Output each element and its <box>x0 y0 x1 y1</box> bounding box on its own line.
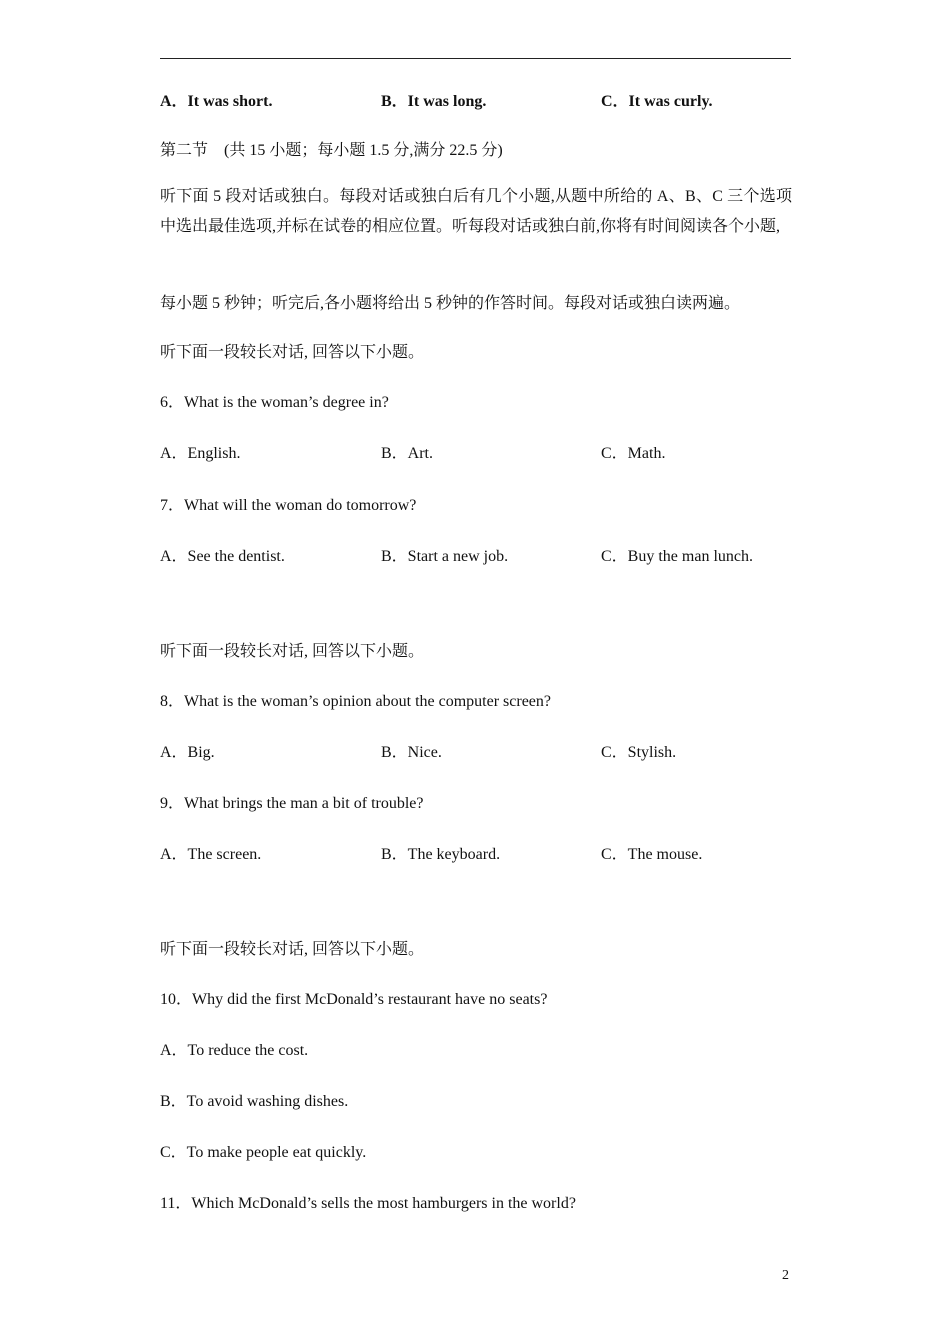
q8-option-b: B．Nice. <box>381 744 442 761</box>
header-rule <box>160 58 791 59</box>
question-9-stem: 9．What brings the man a bit of trouble? <box>160 795 424 812</box>
q8-option-a: A．Big. <box>160 744 215 761</box>
prev-option-a: A．It was short. <box>160 93 273 110</box>
section-instruction-1: 听下面 5 段对话或独白。每段对话或独白后有几个小题,从题中所给的 A、B、C 三个选项中选出最佳选项,并标在试卷的相应位置。听每段对话或独白前,你将有时间阅读各个小题, <box>160 188 792 235</box>
group-3-intro: 听下面一段较长对话, 回答以下小题。 <box>160 941 425 958</box>
q7-option-c: C．Buy the man lunch. <box>601 548 753 565</box>
q10-option-b: B．To avoid washing dishes. <box>160 1093 349 1110</box>
section-instruction-2: 每小题 5 秒钟；听完后,各小题将给出 5 秒钟的作答时间。每段对话或独白读两遍。 <box>160 295 741 312</box>
q10-option-a: A．To reduce the cost. <box>160 1042 309 1059</box>
q7-option-b: B．Start a new job. <box>381 548 509 565</box>
q6-option-b: B．Art. <box>381 445 434 462</box>
question-11-stem: 11．Which McDonald’s sells the most hamburgers in the world? <box>160 1195 576 1212</box>
question-6-stem: 6．What is the woman’s degree in? <box>160 394 389 411</box>
question-7-stem: 7．What will the woman do tomorrow? <box>160 497 417 514</box>
q8-option-c: C．Stylish. <box>601 744 677 761</box>
group-1-intro: 听下面一段较长对话, 回答以下小题。 <box>160 344 425 361</box>
group-2-intro: 听下面一段较长对话, 回答以下小题。 <box>160 643 425 660</box>
prev-option-c: C．It was curly. <box>601 93 713 110</box>
section-title: 第二节 (共 15 小题；每小题 1.5 分,满分 22.5 分) <box>160 142 503 159</box>
q7-option-a: A．See the dentist. <box>160 548 285 565</box>
q9-option-b: B．The keyboard. <box>381 846 501 863</box>
q10-option-c: C．To make people eat quickly. <box>160 1144 367 1161</box>
q9-option-a: A．The screen. <box>160 846 262 863</box>
q9-option-c: C．The mouse. <box>601 846 703 863</box>
question-10-stem: 10．Why did the first McDonald’s restaurant have no seats? <box>160 991 548 1008</box>
q6-option-a: A．English. <box>160 445 241 462</box>
page-number: 2 <box>782 1268 789 1283</box>
question-8-stem: 8．What is the woman’s opinion about the computer screen? <box>160 693 552 710</box>
prev-option-b: B．It was long. <box>381 93 487 110</box>
q6-option-c: C．Math. <box>601 445 666 462</box>
